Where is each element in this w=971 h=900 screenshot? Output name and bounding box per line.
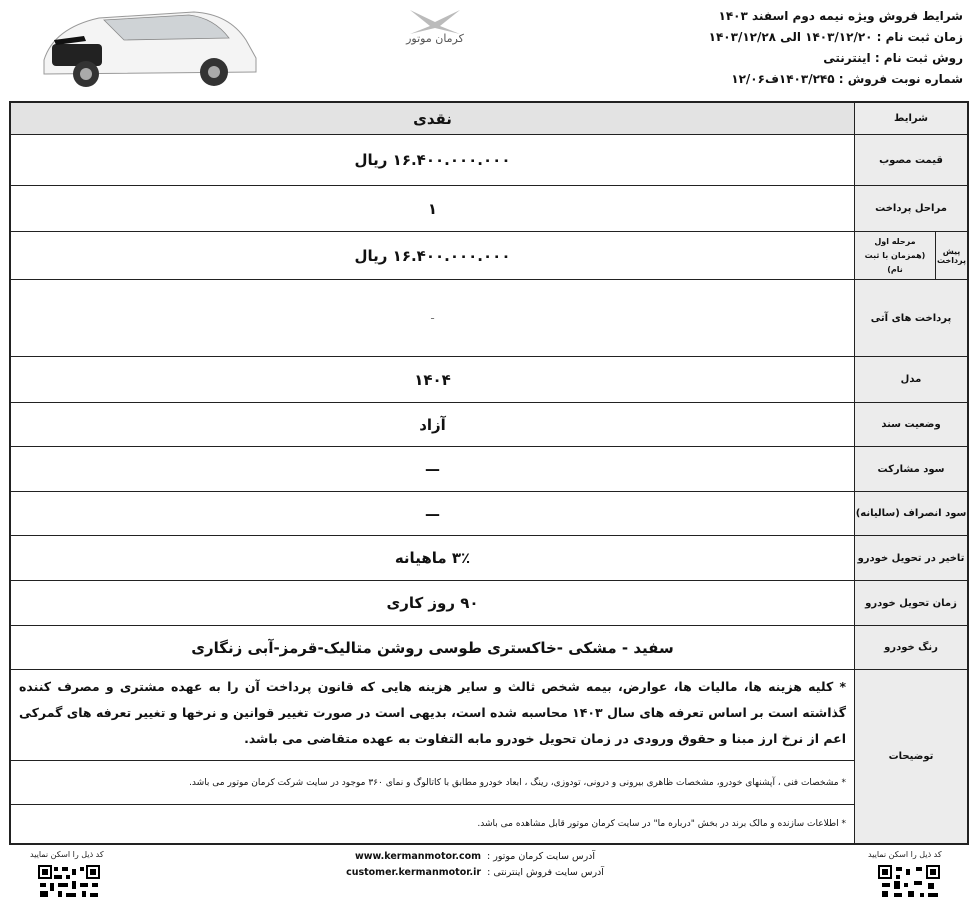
row-value: نقدی [11, 103, 854, 134]
row-label: قیمت مصوب [854, 135, 967, 185]
site-links [310, 849, 640, 881]
site-line-1 [310, 849, 640, 865]
row-label: زمان تحویل خودرو [854, 581, 967, 625]
row-value: آزاد [419, 415, 446, 434]
footer [0, 847, 971, 900]
site2-url[interactable]: customer.kermanmotor.ir [346, 867, 482, 878]
row-value: ۱ [427, 199, 438, 218]
qr-code-icon[interactable] [38, 865, 100, 899]
note-3: * اطلاعات سازنده و مالک برند در بخش "درباره ما" در سایت کرمان موتور قابل مشاهده می باشد. [477, 819, 846, 829]
register-time: زمان ثبت نام : ۱۴۰۳/۱۲/۲۰ الی ۱۴۰۳/۱۲/۲۸ [708, 30, 963, 44]
sale-number: شماره نوبت فروش : ۱۴۰۳/۲۴۵ف۱۲/۰۶ [731, 72, 963, 86]
table-row [11, 186, 967, 232]
car-image [24, 0, 274, 92]
sale-info [623, 6, 963, 90]
qr-caption-right: کد ذیل را اسکن نمایید [868, 850, 942, 859]
table-row [11, 280, 967, 357]
row-label: تاخیر در تحویل خودرو [854, 536, 967, 580]
row-value: ۳٪ ماهیانه [394, 549, 471, 567]
site1-url[interactable]: www.kermanmotor.com [354, 851, 482, 862]
row-label: سود مشارکت [854, 447, 967, 491]
row-label: رنگ خودرو [854, 626, 967, 669]
row-label: سود انصراف (سالیانه) [854, 492, 967, 535]
table-row [11, 403, 967, 447]
logo-text: کرمان موتور [406, 32, 464, 45]
row-value: سفید - مشکی -خاکستری طوسی روشن متالیک-قرمز-آبی زنگاری [191, 638, 674, 657]
table-row [11, 135, 967, 186]
row-label: شرایط [854, 103, 967, 134]
register-method: روش ثبت نام : اینترنتی [823, 51, 963, 65]
table-row [11, 536, 967, 581]
table-row [11, 357, 967, 403]
row-value: - [430, 311, 435, 325]
note-2: * مشخصات فنی ، آپشنهای خودرو، مشخصات ظاهری بیرونی و درونی، تودوزی، رینگ ، ابعاد خودرو مطابق با کاتالوگ و نمای ۳۶۰ موجود در سایت شرکت کرمان موتور می باشد. [11, 761, 854, 805]
site-line-2 [310, 865, 640, 881]
row-label: مراحل پرداخت [854, 186, 967, 231]
site2-label: آدرس سایت فروش اینترنتی : [487, 867, 604, 878]
table-row [11, 670, 967, 843]
table-row [11, 103, 967, 135]
conditions-table [9, 101, 969, 845]
row-value: ۹۰ روز کاری [386, 594, 479, 612]
row-sublabel [854, 232, 967, 279]
table-row [11, 492, 967, 536]
row-value: ۱۶.۴۰۰.۰۰۰.۰۰۰ ریال [354, 151, 511, 169]
row-value: ۱۴۰۴ [414, 370, 451, 389]
row-value: — [425, 460, 440, 478]
row-label: مدل [854, 357, 967, 402]
row-value: — [425, 504, 440, 523]
sale-title: شرایط فروش ویژه نیمه دوم اسفند ۱۴۰۳ [718, 9, 963, 23]
row-label-prepayment: پیش پرداخت [935, 232, 967, 279]
header [0, 0, 971, 100]
row-label: وضعیت سند [854, 403, 967, 446]
table-row [11, 581, 967, 626]
note-1: * کلیه هزینه ها، مالیات ها، عوارض، بیمه شخص ثالث و سایر هزینه هایی که قانون پرداخت آن را به عهده مشتری و مصرف کننده گذاشته است بر اساس تعرفه های سال ۱۴۰۳ محاسبه شده است، بدیهی است در صورت تغییر قوانین و نرخها و تغییر تعرفه های گمرکی اعم از نرخ ارز مبنا و حقوق ورودی در زمان تحویل خودرو مابه التفاوت به عهده متقاضی می باشد. [11, 670, 854, 761]
qr-code-icon[interactable] [878, 865, 940, 899]
row-label-first-stage: مرحله اول (همزمان با ثبت نام) [864, 236, 926, 274]
site1-label: آدرس سایت کرمان موتور : [487, 851, 596, 862]
notes-cell [11, 670, 854, 843]
table-row [11, 232, 967, 280]
table-row [11, 447, 967, 492]
row-value: ۱۶.۴۰۰.۰۰۰.۰۰۰ ریال [354, 246, 511, 265]
row-label: پرداخت های آتی [854, 280, 967, 356]
qr-caption-left: کد ذیل را اسکن نمایید [30, 850, 104, 859]
table-row [11, 626, 967, 670]
row-label: توضیحات [854, 670, 967, 843]
